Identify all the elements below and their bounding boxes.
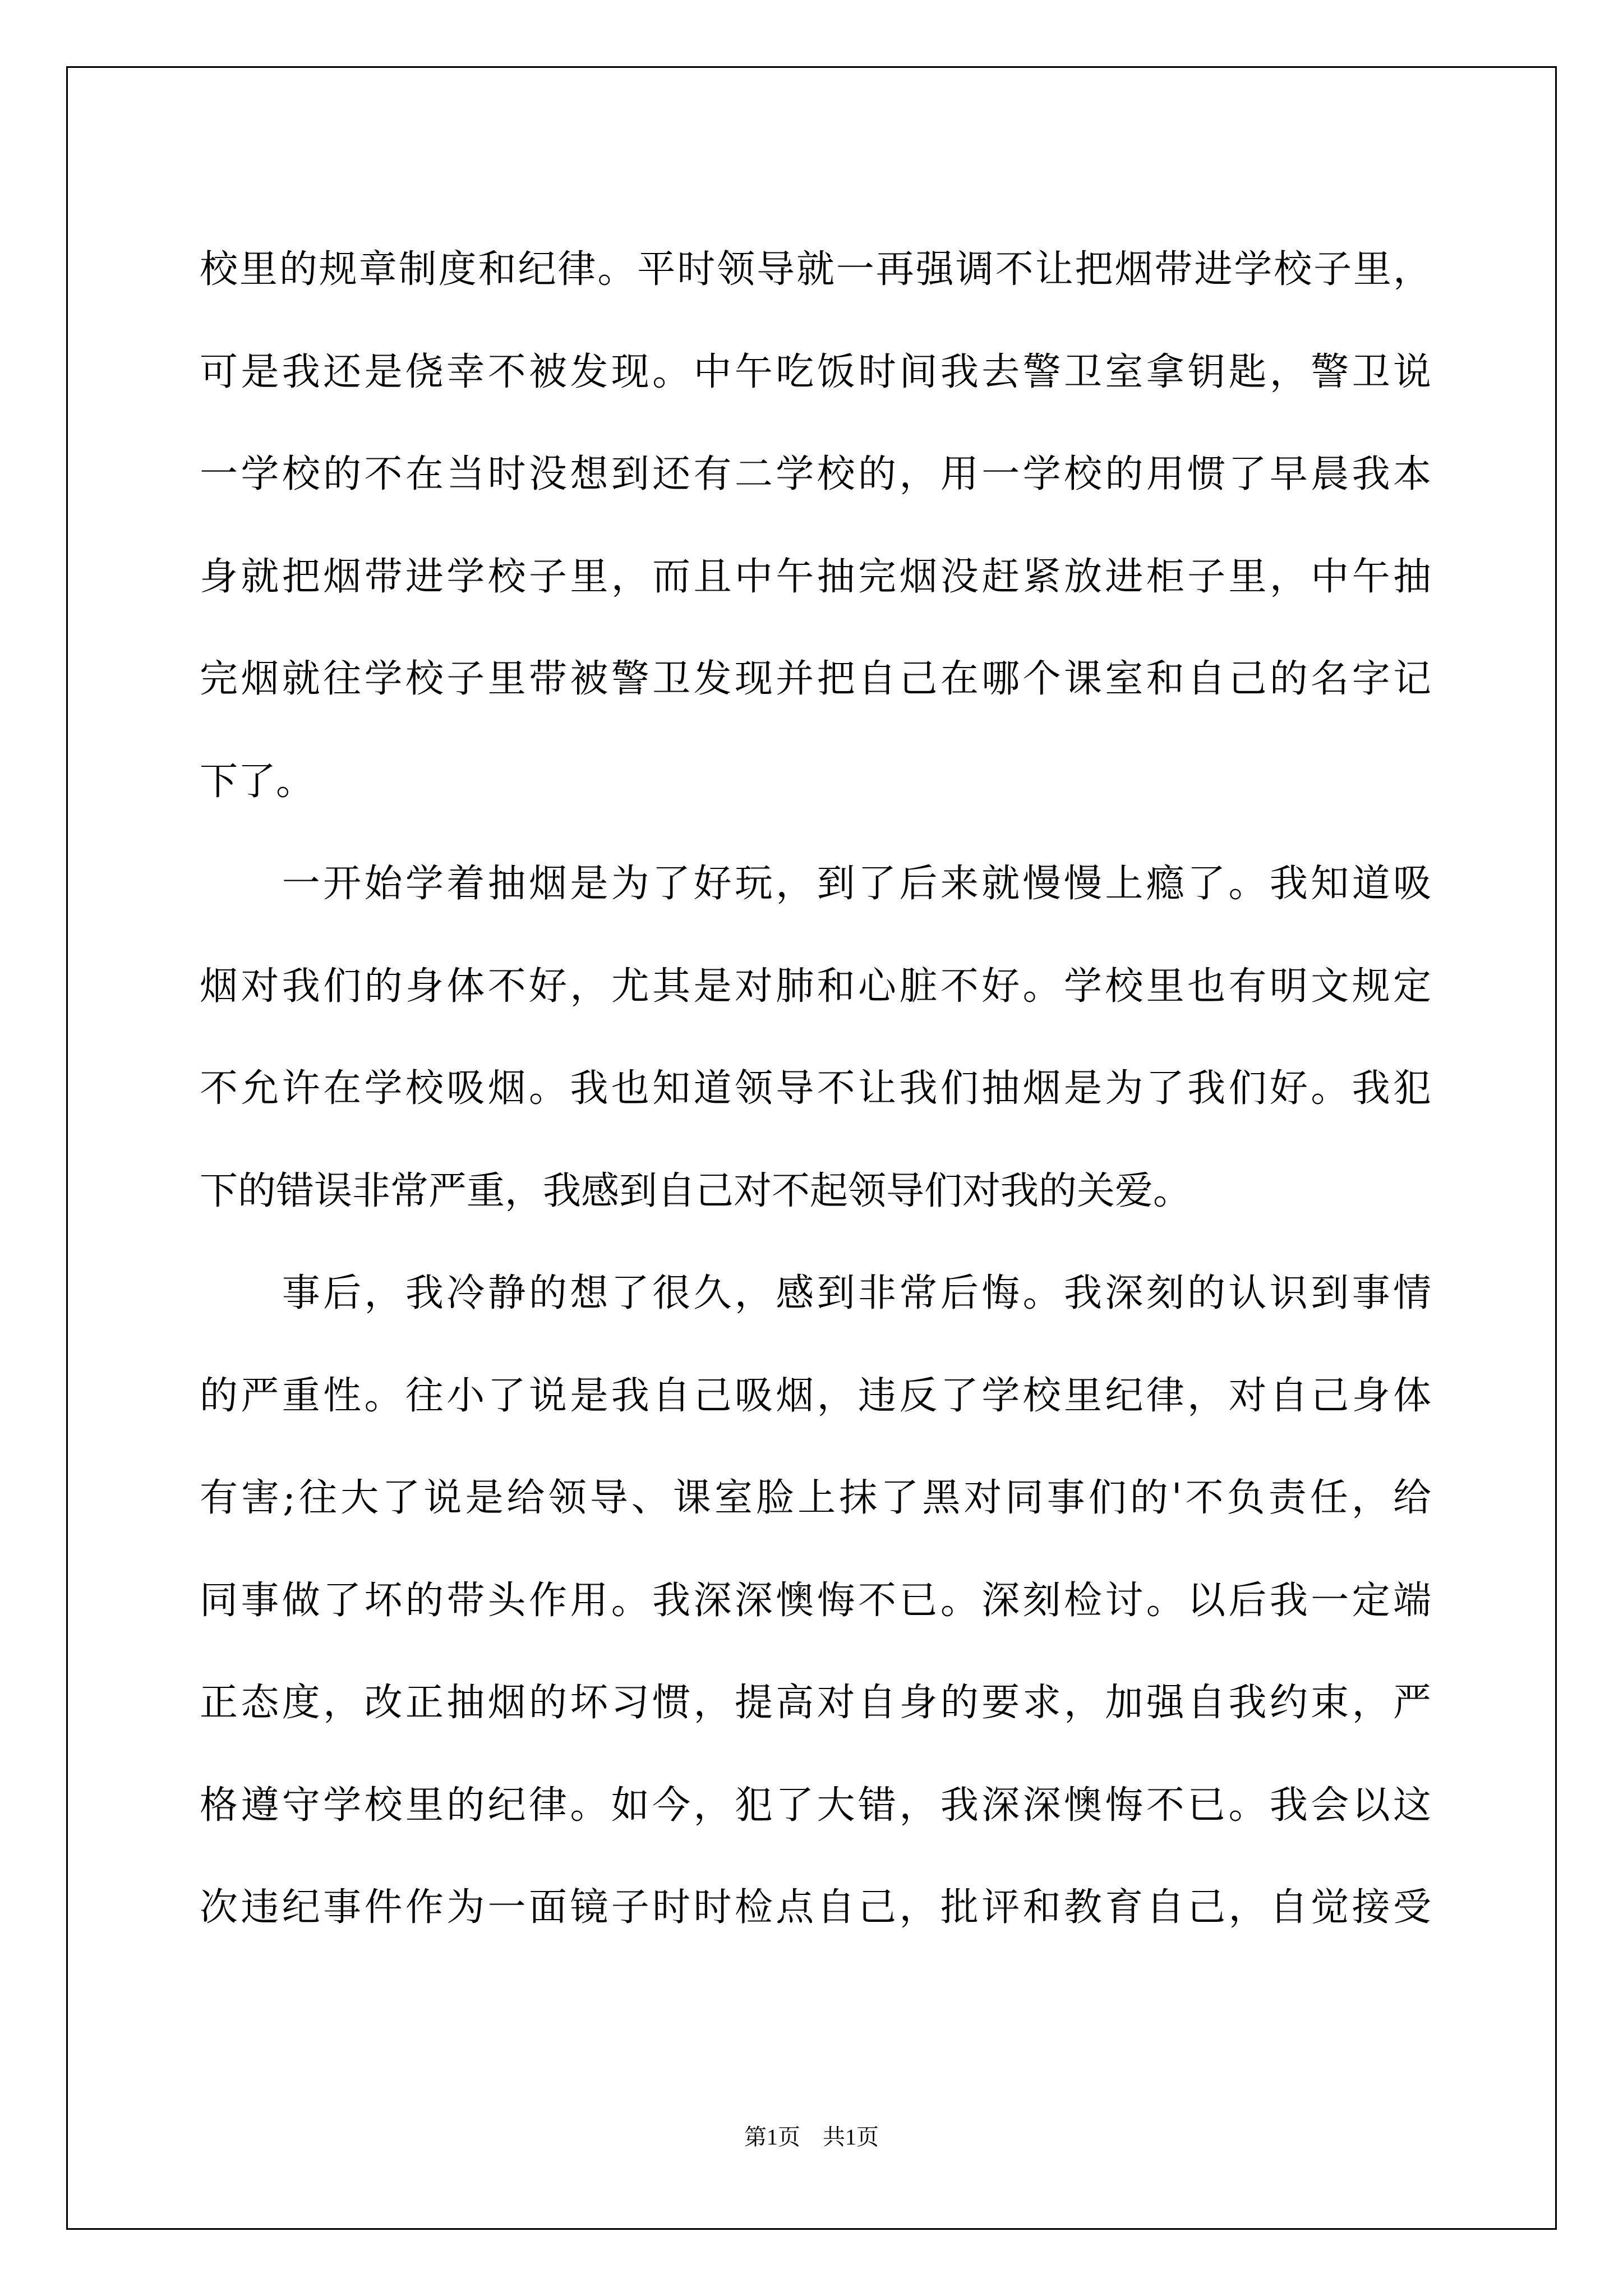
text-line: 可是我还是侥幸不被发现。中午吃饭时间我去警卫室拿钥匙，警卫说 [200,349,1431,394]
text-line: 有害;往大了说是给领导、课室脸上抹了黑对同事们的'不负责任，给 [200,1476,1431,1520]
text-line: 完烟就往学校子里带被警卫发现并把自己在哪个课室和自己的名字记 [200,657,1431,701]
text-line: 格遵守学校里的纪律。如今，犯了大错，我深深懊悔不已。我会以这 [200,1783,1431,1828]
text-line: 一学校的不在当时没想到还有二学校的，用一学校的用惯了早晨我本 [200,452,1431,496]
text-line: 不允许在学校吸烟。我也知道领导不让我们抽烟是为了我们好。我犯 [200,1066,1431,1111]
page-number: 第1页 共1页 [744,2124,879,2150]
document-body [200,219,1431,1959]
text-line: 同事做了坏的带头作用。我深深懊悔不已。深刻检讨。以后我一定端 [200,1578,1431,1623]
text-line: 校里的规章制度和纪律。平时领导就一再强调不让把烟带进学校子里， [200,247,1431,292]
text-line: 烟对我们的身体不好，尤其是对肺和心脏不好。学校里也有明文规定 [200,964,1431,1009]
text-line: 次违纪事件作为一面镜子时时检点自己，批评和教育自己，自觉接受 [200,1885,1431,1930]
text-line: 下了。 [200,759,315,804]
page-footer [0,2120,1623,2154]
text-line: 一开始学着抽烟是为了好玩，到了后来就慢慢上瘾了。我知道吸 [200,862,1431,906]
text-line: 正态度，改正抽烟的坏习惯，提高对自身的要求，加强自我约束，严 [200,1681,1431,1725]
text-line: 下的错误非常严重，我感到自己对不起领导们对我的关爱。 [200,1168,1192,1213]
text-line: 身就把烟带进学校子里，而且中午抽完烟没赶紧放进柜子里，中午抽 [200,554,1431,599]
text-line: 的严重性。往小了说是我自己吸烟，违反了学校里纪律，对自己身体 [200,1373,1431,1418]
text-line: 事后，我冷静的想了很久，感到非常后悔。我深刻的认识到事情 [200,1271,1431,1315]
